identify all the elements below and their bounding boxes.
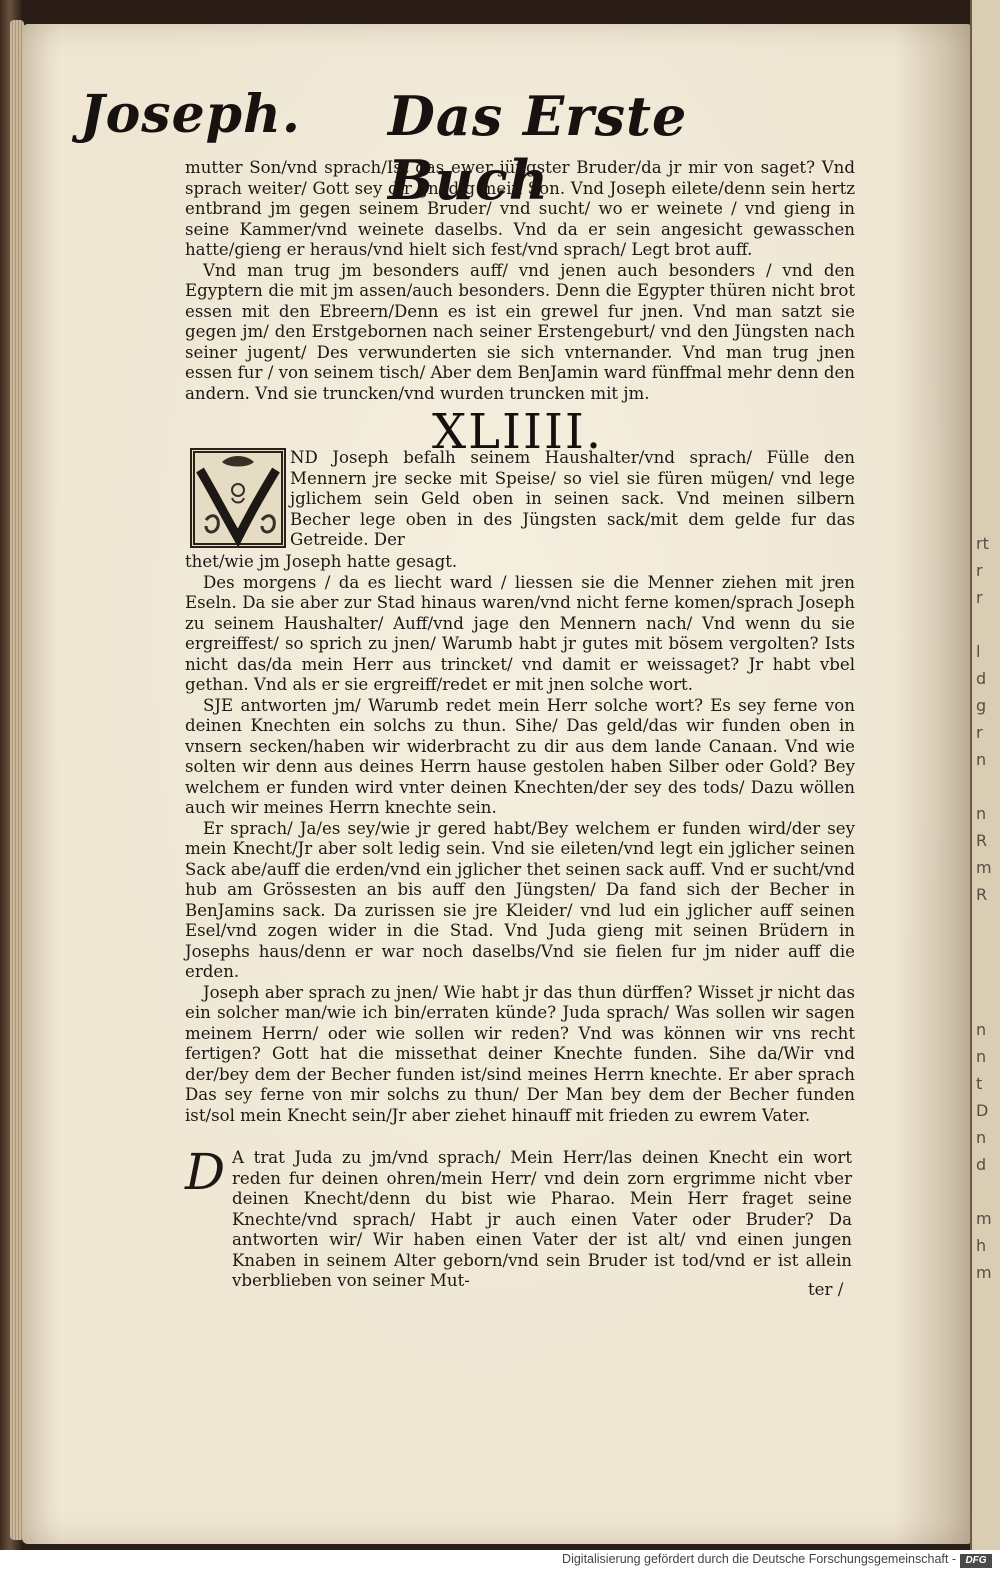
- page-header: [80, 84, 740, 212]
- decorated-initial-v: [190, 448, 286, 548]
- dfg-logo: DFG: [960, 1554, 992, 1568]
- paragraph: thet/wie jm Joseph hatte gesagt.: [185, 552, 458, 571]
- paragraph: SJE antworten jm/ Warumb redet mein Herr solche wort? Es sey ferne von deinen Knechten ein solchs zu thun. Sihe/ Das geld/das wir funden oben in vnsern secken/haben wir widerbracht zu dir aus dem lande Canaan. Vnd wie solten wir denn aus deines Herrn hause gestolen haben Silber oder Gold? Bey welchem er funden wird vnter deinen Knechten/der sey des tods/ Dazu wöllen auch wir meines Herrn knechte sein.: [185, 695, 855, 817]
- paragraph: Vnd man trug jm besonders auff/ vnd jenen auch besonders / vnd den Egyptern die mit jm assen/auch besonders. Denn die Egypter thüren nicht brot essen mit den Ebreern/Denn es ist ein grewel fur jnen. Vnd man satzt sie gegen jm/ den Erstgebornen nach seiner Erstengeburt/ vnd den Jüngsten nach seiner jugent/ Des verwunderten sie sich vnternander. Vnd man trug jnen essen fur / von seinem tisch/ Aber dem BenJamin ward fünffmal mehr denn den andern. Vnd sie truncken/vnd wurden truncken mit jm.: [185, 260, 855, 403]
- catchword: ter /: [808, 1280, 844, 1299]
- chapter-opening-text: ND Joseph befalh seinem Haushalter/vnd sprach/ Fülle den Mennern jre secke mit Speise/ so viel sie füren mügen/ vnd lege jglichem sein Geld oben in seinen sack. Vnd meinen silbern Becher lege oben in des Jüngsten sack/mit dem gelde fur das Getreide. Der: [290, 448, 855, 549]
- facing-page-text: rt r r l d g r n n R m R n n t D n d m h m: [976, 534, 992, 1282]
- facing-page-edge: [970, 0, 1000, 1550]
- paragraph: mutter Son/vnd sprach/Ist das ewer jüngster Bruder/da jr mir von saget? Vnd sprach weiter/ Gott sey dir gnedig mein Son. Vnd Joseph eilete/denn sein hertz entbrand jm gegen seinem Bruder/ vnd sucht/ wo er weinete / vnd gieng in seine Kammer/vnd weinete daselbs. Vnd da er sein angesicht gewasschen hatte/gieng er heraus/vnd hielt sich fest/vnd sprach/ Legt brot auff.: [185, 158, 855, 259]
- initial-letter-d: D: [185, 1143, 226, 1201]
- paragraph: Des morgens / da es liecht ward / liessen sie die Menner ziehen mit jren Eseln. Da sie aber zur Stad hinaus waren/vnd nicht ferne komen/sprach Joseph zu seinem Haushalter/ Auff/vnd jage den Mennern nach/ Vnd wenn du sie ergreiffest/ so sprich zu jnen/ Warumb habt jr gutes mit bösem vergolten? Ists nicht das/da mein Herr aus trincket/ vnd damit er weissaget? Jr habt vbel gethan. Vnd als er sie ergreiff/redet er mit jnen solche wort.: [185, 572, 855, 694]
- text-block-middle: [185, 552, 855, 1126]
- text-block-top: [185, 158, 855, 404]
- paragraph: A trat Juda zu jm/vnd sprach/ Mein Herr/las deinen Knecht ein wort reden fur deinen ohren/mein Herr/ vnd dein zorn ergrimme nicht vber deinen Knecht/denn du bist wie Pharao. Mein Herr fraget seine Knechte/vnd sprach/ Habt jr auch einen Vater oder Bruder? Da antworten wir/ Wir haben einen Vater der ist alt/ vnd einen jungen Knaben in seinem Alter geborn/vnd sein Bruder ist tod/vnd er ist allein vberblieben von seiner Mut-: [232, 1148, 852, 1290]
- running-head: Joseph.: [80, 84, 301, 145]
- book-title: Das Erste Buch: [388, 84, 688, 212]
- ornament-icon: [192, 450, 284, 546]
- paragraph: Joseph aber sprach zu jnen/ Wie habt jr das thun dürffen? Wisset jr nicht das ein solcher man/wie ich bin/erraten künde? Juda sprach/ Was sollen wir sagen meinem Herrn/ oder wie sollen wir reden? Vnd was können wir vns recht fertigen? Gott hat die missethat deiner Knechte funden. Sihe da/Wir vnd der/bey dem der Becher funden ist/sind meines Herrn knechte. Er aber sprach Das sey ferne von mir solchs zu thun/ Der Man bey dem der Becher funden ist/sol mein Knecht sein/Jr aber ziehet hinauff mit frieden zu ewrem Vater.: [185, 982, 855, 1125]
- footer-credit: Digitalisierung gefördert durch die Deutsche Forschungsgemeinschaft -: [562, 1552, 956, 1566]
- text-block-bottom: [232, 1148, 852, 1292]
- paragraph: Er sprach/ Ja/es sey/wie jr gered habt/Bey welchem er funden wird/der sey mein Knecht/Jr aber solt ledig sein. Vnd sie eileten/vnd legt ein jglicher seinen Sack abe/auff die erden/vnd ein jglicher thet seinen sack auff. Vnd er sucht/vnd hub am Grössesten an bis auff den Jüngsten/ Da fand sich der Becher in BenJamins sack. Da zurissen sie jre Kleider/ vnd lud ein jglicher auff seinen Esel/vnd zogen wider in die Stad. Vnd Juda gieng mit seinen Brüdern in Josephs haus/denn er war noch daselbs/Vnd sie fielen fur jm nider auff die erden.: [185, 818, 855, 981]
- chapter-heading: XLIIII.: [432, 404, 604, 460]
